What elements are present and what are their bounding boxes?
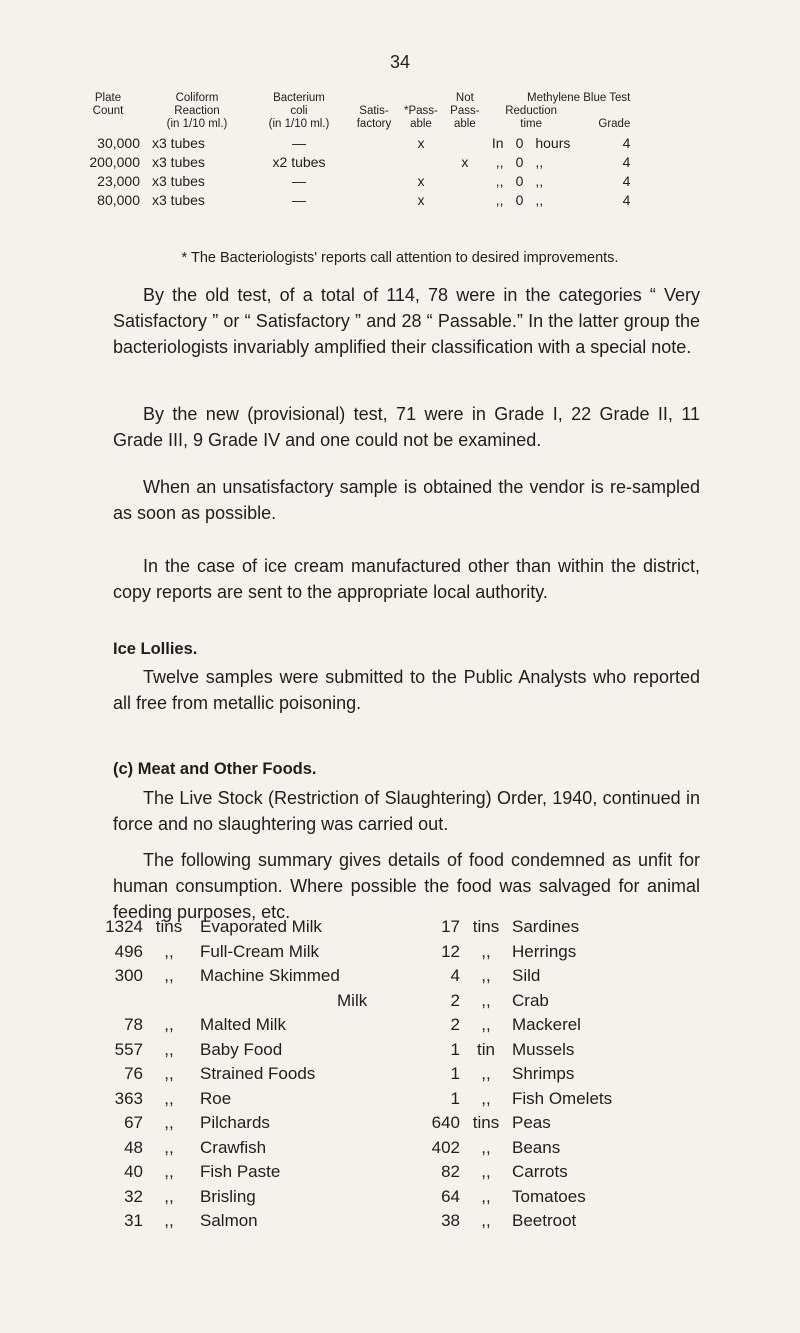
food-unit: ,,: [164, 1186, 174, 1206]
food-name: Crawfish: [200, 1137, 267, 1157]
food-quantity: 496: [114, 941, 143, 961]
food-quantity: 82: [441, 1162, 460, 1181]
food-name: Herrings: [512, 941, 577, 961]
list-item: [430, 1209, 670, 1234]
col-plate-count: Plate Count: [92, 92, 124, 117]
food-unit: ,,: [481, 1211, 491, 1230]
passable-cell: x: [417, 173, 425, 189]
food-quantity: 31: [124, 1211, 143, 1230]
list-item: [430, 1062, 670, 1087]
satisfactory-cell: [350, 172, 398, 191]
list-item: [100, 1087, 430, 1112]
list-item: [430, 1087, 670, 1112]
satisfactory-cell: [350, 191, 398, 210]
meat-section-heading: (c) Meat and Other Foods.: [113, 760, 317, 778]
time-prefix-cell: ,,: [495, 192, 504, 208]
list-item: [100, 1013, 430, 1038]
food-name: Beetroot: [512, 1211, 577, 1230]
food-name: Brisling: [200, 1186, 256, 1206]
col-not-passable: Not Pass- able: [450, 92, 480, 130]
col-coliform: Coliform Reaction (in 1/10 ml.): [166, 92, 228, 130]
list-item: [430, 940, 670, 965]
passable-cell: x: [417, 192, 425, 208]
food-unit: ,,: [164, 1137, 174, 1157]
food-quantity: 1: [450, 1064, 460, 1083]
time-unit-cell: ,,: [535, 173, 544, 189]
food-name: Full-Cream Milk: [200, 941, 319, 961]
food-quantity: 32: [124, 1186, 143, 1206]
ice-lollies-heading: Ice Lollies.: [113, 640, 198, 658]
food-unit: tins: [472, 917, 500, 936]
condemned-foods-right-list: [430, 915, 670, 1234]
satisfactory-cell: [350, 153, 398, 172]
food-name: Evaporated Milk: [200, 917, 322, 936]
plate-count-cell: 30,000: [97, 135, 140, 151]
table-row: [70, 191, 636, 210]
food-unit: tin: [477, 1039, 495, 1059]
methylene-blue-title: Methylene Blue Test: [527, 92, 631, 104]
food-unit: ,,: [481, 1162, 491, 1181]
food-quantity: 48: [124, 1137, 143, 1157]
food-quantity: 12: [441, 941, 460, 961]
list-item: [100, 940, 430, 965]
food-unit: ,,: [164, 1088, 174, 1108]
coliform-cell: x3 tubes: [152, 173, 205, 189]
food-quantity: 78: [124, 1015, 143, 1034]
food-unit: ,,: [481, 990, 491, 1010]
table-header-row: [70, 92, 636, 105]
list-item: [430, 1111, 670, 1136]
food-unit: ,,: [481, 1064, 491, 1083]
food-quantity: 4: [450, 966, 460, 985]
not-passable-cell: [444, 134, 486, 153]
not-passable-cell: [444, 191, 486, 210]
bacteriology-table: [70, 92, 636, 210]
time-prefix-cell: In: [491, 135, 504, 151]
food-name: Tomatoes: [512, 1186, 586, 1206]
food-name: Peas: [512, 1113, 551, 1132]
grade-cell: 4: [622, 173, 631, 189]
bacterium-cell: —: [292, 192, 306, 208]
coliform-cell: x3 tubes: [152, 192, 205, 208]
food-unit: tins: [155, 917, 183, 936]
food-name: Roe: [200, 1088, 232, 1108]
list-item: [100, 964, 430, 989]
satisfactory-cell: [350, 134, 398, 153]
food-unit: ,,: [164, 1162, 174, 1181]
time-value-cell: 0: [515, 135, 524, 151]
food-name: Milk: [337, 990, 368, 1010]
table-row: [70, 153, 636, 172]
food-quantity: 1: [450, 1039, 460, 1059]
food-name: Sild: [512, 966, 541, 985]
time-value-cell: 0: [515, 192, 524, 208]
food-unit: ,,: [164, 1064, 174, 1083]
time-prefix-cell: ,,: [495, 173, 504, 189]
food-name: Malted Milk: [200, 1015, 286, 1034]
time-value-cell: 0: [515, 173, 524, 189]
food-quantity: 363: [114, 1088, 143, 1108]
list-item: [430, 1160, 670, 1185]
list-item: [100, 1062, 430, 1087]
bacterium-cell: —: [292, 173, 306, 189]
food-name: Shrimps: [512, 1064, 575, 1083]
food-unit: ,,: [481, 1088, 491, 1108]
food-quantity: 17: [441, 917, 460, 936]
not-passable-cell: [444, 172, 486, 191]
food-unit: ,,: [164, 1113, 174, 1132]
food-unit: ,,: [481, 1186, 491, 1206]
grade-cell: 4: [622, 154, 631, 170]
bacterium-cell: x2 tubes: [272, 154, 326, 170]
food-quantity: 640: [431, 1113, 460, 1132]
list-item: [100, 915, 430, 940]
summary-paragraph: The following summary gives details of food condemned as unfit for human consumption. Where possible the food was salvaged for animal feeding purposes, etc.: [113, 850, 700, 922]
food-name: Mackerel: [512, 1015, 581, 1034]
food-name: Strained Foods: [200, 1064, 316, 1083]
food-quantity: 2: [450, 990, 460, 1010]
food-name: Baby Food: [200, 1039, 283, 1059]
list-item: [430, 1013, 670, 1038]
food-quantity: 300: [114, 966, 143, 985]
food-name: Salmon: [200, 1211, 258, 1230]
food-quantity: 76: [124, 1064, 143, 1083]
list-item: [430, 1136, 670, 1161]
plate-count-cell: 23,000: [97, 173, 140, 189]
grade-cell: 4: [622, 192, 631, 208]
time-unit-cell: ,,: [535, 154, 544, 170]
food-unit: ,,: [164, 941, 174, 961]
food-name: Fish Omelets: [512, 1088, 613, 1108]
food-unit: ,,: [481, 1137, 491, 1157]
list-item: [100, 1160, 430, 1185]
time-prefix-cell: ,,: [495, 154, 504, 170]
table-row: [70, 134, 636, 153]
plate-count-cell: 200,000: [89, 154, 140, 170]
list-item: [430, 989, 670, 1014]
table-row: [70, 172, 636, 191]
food-quantity: 40: [124, 1162, 143, 1181]
food-quantity: 557: [114, 1039, 143, 1059]
food-name: Machine Skimmed: [200, 966, 340, 985]
food-unit: ,,: [481, 1015, 491, 1034]
time-value-cell: 0: [515, 154, 524, 170]
col-passable: *Pass- able: [404, 105, 438, 130]
livestock-paragraph: The Live Stock (Restriction of Slaughtering) Order, 1940, continued in force and no slaughtering was carried out.: [113, 788, 700, 834]
food-quantity: 38: [441, 1211, 460, 1230]
list-item: [100, 1111, 430, 1136]
col-grade: Grade: [598, 118, 631, 130]
time-unit-cell: ,,: [535, 192, 544, 208]
food-name: Sardines: [512, 917, 580, 936]
food-name: Carrots: [512, 1162, 568, 1181]
food-quantity: 67: [124, 1113, 143, 1132]
food-quantity: 2: [450, 1015, 460, 1034]
food-unit: tins: [472, 1113, 500, 1132]
list-item: [430, 964, 670, 989]
not-passable-cell: x: [461, 154, 469, 170]
food-quantity: 64: [441, 1186, 460, 1206]
grade-cell: 4: [622, 135, 631, 151]
food-quantity: 1: [450, 1088, 460, 1108]
passable-cell: x: [417, 135, 425, 151]
food-unit: ,,: [164, 1039, 174, 1059]
page-number: 34: [389, 52, 411, 72]
food-name: Fish Paste: [200, 1162, 281, 1181]
food-quantity: 1324: [105, 917, 143, 936]
food-unit: ,,: [481, 966, 491, 985]
passable-cell: [398, 153, 444, 172]
list-item: [100, 1136, 430, 1161]
col-satisfactory: Satis- factory: [356, 105, 392, 130]
list-item: [100, 1038, 430, 1063]
coliform-cell: x3 tubes: [152, 135, 205, 151]
food-unit: ,,: [164, 1211, 174, 1230]
list-item: [430, 1038, 670, 1063]
col-bacterium: Bacterium coli (in 1/10 ml.): [268, 92, 330, 130]
condemned-foods-left-list: [100, 915, 430, 1234]
table-footnote: * The Bacteriologists' reports call attention to desired improvements.: [181, 250, 619, 266]
list-item: [100, 1209, 430, 1234]
col-reduction-time: Reduction time: [505, 105, 558, 130]
plate-count-cell: 80,000: [97, 192, 140, 208]
list-item: [100, 989, 430, 1014]
list-item: [430, 915, 670, 940]
food-name: Crab: [512, 990, 549, 1010]
food-name: Pilchards: [200, 1113, 270, 1132]
old-test-paragraph: By the old test, of a total of 114, 78 were in the categories “ Very Satisfactory ” or “ Satisfactory ” and 28 “ Passable.” In the latter group the bacteriologists invariably amplified their classification with a special note.: [113, 285, 700, 357]
food-unit: ,,: [164, 966, 174, 985]
unsatisfactory-paragraph: When an unsatisfactory sample is obtained the vendor is re-sampled as soon as possible.: [113, 477, 700, 523]
ice-lollies-paragraph: Twelve samples were submitted to the Public Analysts who reported all free from metallic poisoning.: [113, 667, 700, 713]
time-unit-cell: hours: [535, 135, 571, 151]
coliform-cell: x3 tubes: [152, 154, 205, 170]
food-unit: ,,: [481, 941, 491, 961]
food-unit: ,,: [164, 1015, 174, 1034]
outside-district-paragraph: In the case of ice cream manufactured other than within the district, copy reports are sent to the appropriate local authority.: [113, 556, 700, 602]
new-test-paragraph: By the new (provisional) test, 71 were in Grade I, 22 Grade II, 11 Grade III, 9 Grade IV and one could not be examined.: [113, 404, 700, 450]
food-name: Mussels: [512, 1039, 575, 1059]
food-name: Beans: [512, 1137, 561, 1157]
food-quantity: 402: [431, 1137, 460, 1157]
bacterium-cell: —: [292, 135, 306, 151]
list-item: [100, 1185, 430, 1210]
list-item: [430, 1185, 670, 1210]
